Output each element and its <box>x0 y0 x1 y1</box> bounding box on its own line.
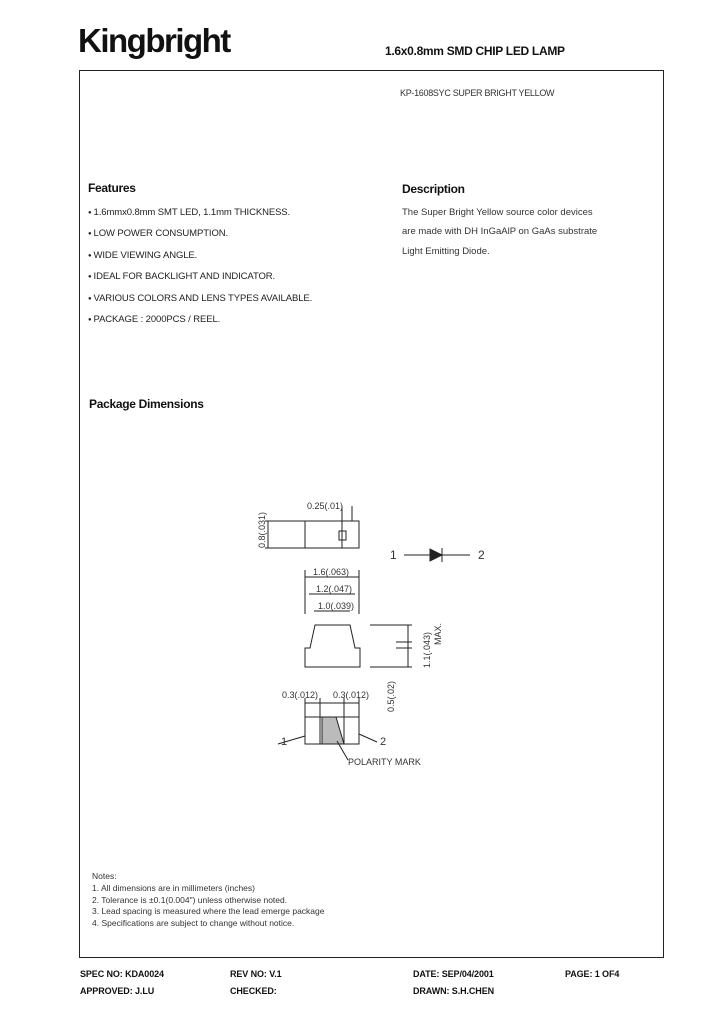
notes-heading: Notes: <box>92 871 117 881</box>
document-title: 1.6x0.8mm SMD CHIP LED LAMP <box>385 44 565 58</box>
feature-item: ● IDEAL FOR BACKLIGHT AND INDICATOR. <box>88 267 312 288</box>
diode-symbol <box>430 549 442 561</box>
feature-item: ● 1.6mmx0.8mm SMT LED, 1.1mm THICKNESS. <box>88 203 312 224</box>
side-view-body <box>305 625 360 667</box>
drawn-by: DRAWN: S.H.CHEN <box>413 986 494 996</box>
pin-1-label: 1 <box>390 548 397 562</box>
dim-lead-a: 0.3(.012) <box>282 690 319 700</box>
spec-number: SPEC NO: KDA0024 <box>80 969 164 979</box>
package-dimensions-heading: Package Dimensions <box>89 397 204 411</box>
approved-by: APPROVED: J.LU <box>80 986 155 996</box>
brand-logo: Kingbright <box>78 22 230 59</box>
lead-1-label: 1 <box>281 736 288 748</box>
date: DATE: SEP/04/2001 <box>413 969 494 979</box>
notes-section <box>92 871 324 930</box>
description-heading: Description <box>402 182 465 196</box>
part-number: KP-1608SYC SUPER BRIGHT YELLOW <box>400 88 555 98</box>
features-heading: Features <box>88 181 136 195</box>
dim-spacing: 0.5(.02) <box>386 680 396 712</box>
feature-item: ● WIDE VIEWING ANGLE. <box>88 246 312 267</box>
feature-item: ● PACKAGE : 2000PCS / REEL. <box>88 310 312 331</box>
feature-item: ● LOW POWER CONSUMPTION. <box>88 224 312 245</box>
note-item: 3. Lead spacing is measured where the lead emerge package <box>92 906 325 917</box>
dim-height: 1.1(.043) <box>422 631 432 668</box>
checked-by: CHECKED: <box>230 986 277 996</box>
feature-item: ● VARIOUS COLORS AND LENS TYPES AVAILABLE. <box>88 289 312 310</box>
pin-2-label: 2 <box>478 548 485 562</box>
note-item: 4. Specifications are subject to change without notice. <box>92 918 295 929</box>
revision-number: REV NO: V.1 <box>230 969 282 979</box>
note-item: 1. All dimensions are in millimeters (inches) <box>92 882 255 893</box>
note-item: 2. Tolerance is ±0.1(0.004") unless otherwise noted. <box>92 894 288 905</box>
dim-max: MAX. <box>433 622 443 645</box>
dim-lead-width: 0.25(.01) <box>307 501 344 511</box>
dim-pad: 1.2(.047) <box>316 584 353 594</box>
dim-top: 1.0(.039) <box>318 601 355 611</box>
description-line: The Super Bright Yellow source color devices <box>402 207 593 218</box>
description-line: are made with DH InGaAlP on GaAs substrate <box>402 226 598 238</box>
description-line: Light Emitting Diode. <box>402 245 490 257</box>
polarity-mark-label: POLARITY MARK <box>348 757 421 767</box>
dim-width: 0.8(.031) <box>257 511 267 548</box>
top-view-body <box>305 521 359 548</box>
page-number: PAGE: 1 OF4 <box>565 969 620 979</box>
polarity-mark <box>322 717 344 744</box>
dim-lead-b: 0.3(.012) <box>333 690 370 700</box>
dim-length: 1.6(.063) <box>313 567 350 577</box>
lead-2-label: 2 <box>380 736 387 748</box>
